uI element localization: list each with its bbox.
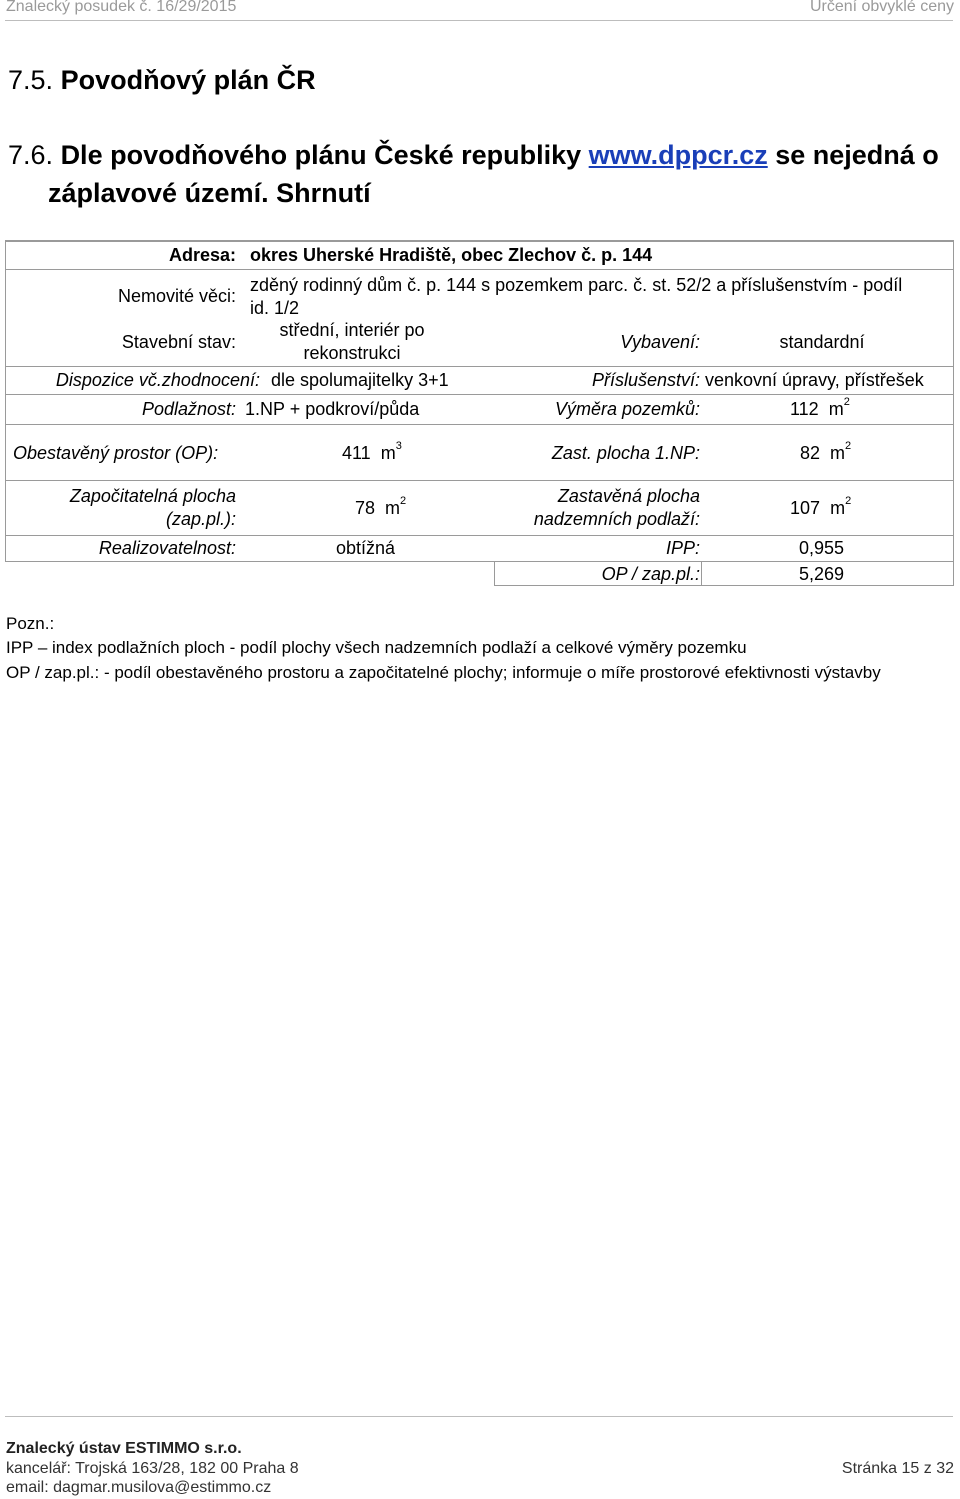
zastnad-number: 107 xyxy=(790,498,821,518)
prislusenstvi-value: venkovní úpravy, přístřešek xyxy=(705,370,924,390)
dppcr-link[interactable]: www.dppcr.cz xyxy=(588,140,768,170)
unit-m: m xyxy=(830,443,846,463)
unit-exponent: 2 xyxy=(845,495,852,507)
zap-label-1: Započitatelná plocha xyxy=(69,486,236,506)
table-left-border xyxy=(5,240,6,562)
vymera-number: 112 xyxy=(790,399,819,419)
opzap-row-box xyxy=(494,561,954,586)
table-row-line xyxy=(5,535,954,536)
vybaveni-value: standardní xyxy=(779,332,865,352)
zastnad-value xyxy=(790,495,852,519)
opzap-value: 5,269 xyxy=(799,564,845,584)
note-opzap: OP / zap.pl.: - podíl obestavěného prostoru a započitatelné plochy; informuje o míře prostorové efektivnosti výstavby xyxy=(6,663,881,682)
op-number: 411 xyxy=(342,443,371,463)
heading-7-6 xyxy=(8,140,939,171)
dispozice-label: Dispozice vč.zhodnocení: xyxy=(55,370,260,390)
footer-rule xyxy=(5,1416,953,1417)
heading-title-pre: Dle povodňového plánu České republiky xyxy=(60,140,589,170)
stav-value-2: rekonstrukci xyxy=(303,343,401,363)
heading-title: Povodňový plán ČR xyxy=(60,65,316,95)
unit-m: m xyxy=(828,399,844,419)
table-row-line xyxy=(5,394,954,395)
zap-number: 78 xyxy=(355,498,376,518)
op-label: Obestavěný prostor (OP): xyxy=(13,443,219,463)
zast-label: Zast. plocha 1.NP: xyxy=(551,443,700,463)
dispozice-value: dle spolumajitelky 3+1 xyxy=(271,370,449,390)
table-right-border xyxy=(953,240,954,586)
op-value xyxy=(342,440,402,464)
unit-exponent: 2 xyxy=(843,396,850,408)
unit-exponent: 3 xyxy=(395,440,402,452)
ipp-label: IPP: xyxy=(665,538,700,558)
unit-m: m xyxy=(380,443,396,463)
zap-value xyxy=(355,495,407,519)
nemovite-label: Nemovité věci: xyxy=(117,286,236,306)
vymera-label: Výměra pozemků: xyxy=(554,399,700,419)
table-row-line xyxy=(5,269,954,270)
vybaveni-label: Vybavení: xyxy=(620,332,700,352)
unit-exponent: 2 xyxy=(400,495,407,507)
notes-title: Pozn.: xyxy=(6,614,55,633)
unit-m: m xyxy=(385,498,401,518)
heading-number: 7.6. xyxy=(8,140,54,170)
header-right: Určení obvyklé ceny xyxy=(809,0,954,15)
zastnad-label-2: nadzemních podlaží: xyxy=(533,509,700,529)
heading-7-6-line2: záplavové území. Shrnutí xyxy=(48,178,371,208)
vymera-value xyxy=(790,396,850,420)
ipp-value: 0,955 xyxy=(799,538,845,558)
note-ipp: IPP – index podlažních ploch - podíl plochy všech nadzemních podlaží a celkové výměry pozemku xyxy=(6,638,747,657)
heading-title-post: se nejedná o xyxy=(767,140,939,170)
zap-label-2: (zap.pl.): xyxy=(165,509,236,529)
table-row-line xyxy=(5,424,954,425)
table-row-line xyxy=(5,480,954,481)
nemovite-value-2: id. 1/2 xyxy=(250,298,300,318)
opzap-label: OP / zap.pl.: xyxy=(601,564,700,584)
adresa-value: okres Uherské Hradiště, obec Zlechov č. p. 144 xyxy=(250,245,653,265)
stav-label: Stavební stav: xyxy=(121,332,236,352)
footer-company: Znalecký ústav ESTIMMO s.r.o. xyxy=(6,1440,242,1457)
zast-number: 82 xyxy=(800,443,821,463)
heading-number: 7.5. xyxy=(8,65,54,95)
unit-m: m xyxy=(830,498,846,518)
podlaznost-label: Podlažnost: xyxy=(141,399,236,419)
heading-7-5 xyxy=(8,65,316,96)
podlaznost-value: 1.NP + podkroví/půda xyxy=(245,399,420,419)
nemovite-value-1: zděný rodinný dům č. p. 144 s pozemkem parc. č. st. 52/2 a příslušenstvím - podíl xyxy=(250,275,903,295)
prislusenstvi-label: Příslušenství: xyxy=(591,370,700,390)
header-rule xyxy=(5,20,953,21)
adresa-label: Adresa: xyxy=(168,245,236,265)
table-top-border xyxy=(5,240,954,242)
opzap-divider xyxy=(701,561,702,586)
zastnad-label-1: Zastavěná plocha xyxy=(557,486,700,506)
zast-value xyxy=(800,440,852,464)
real-label: Realizovatelnost: xyxy=(98,538,236,558)
header-left: Znalecký posudek č. 16/29/2015 xyxy=(6,0,237,15)
table-row-line xyxy=(5,366,954,367)
real-value: obtížná xyxy=(336,538,396,558)
footer-email[interactable]: email: dagmar.musilova@estimmo.cz xyxy=(6,1479,272,1496)
footer-page-number: Stránka 15 z 32 xyxy=(841,1460,954,1477)
footer-address: kancelář: Trojská 163/28, 182 00 Praha 8 xyxy=(6,1460,299,1477)
stav-value-1: střední, interiér po xyxy=(279,320,425,340)
unit-exponent: 2 xyxy=(845,440,852,452)
